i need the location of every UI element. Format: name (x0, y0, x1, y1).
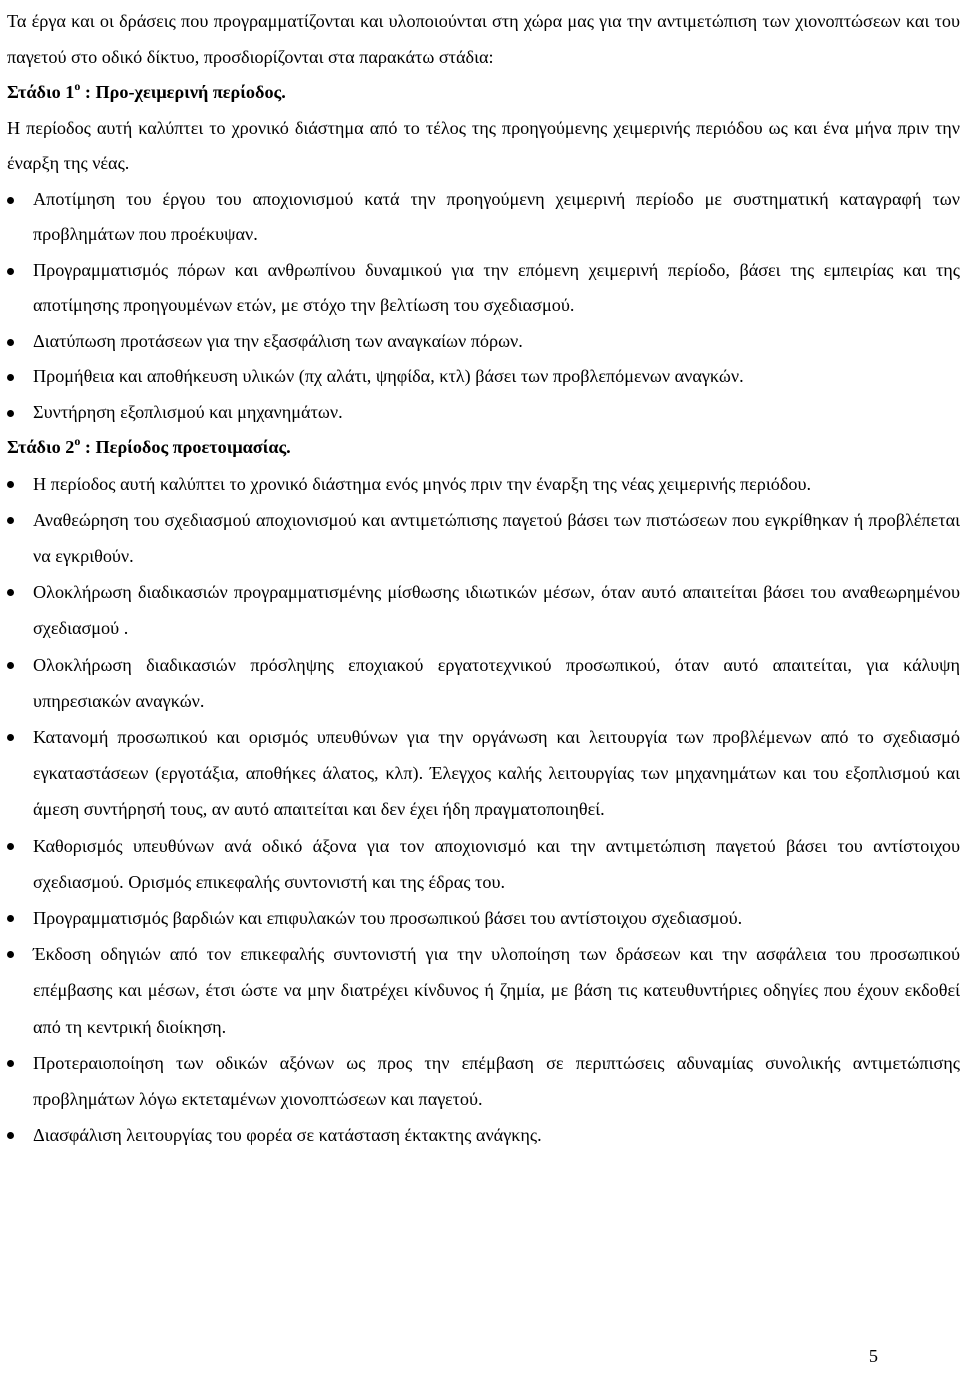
page-number: 5 (868, 1346, 878, 1366)
list-item (7, 502, 960, 574)
bullet-icon (7, 951, 14, 958)
bullet-icon (7, 843, 14, 850)
document-page (7, 0, 960, 1153)
list-item-text: Ολοκλήρωση διαδικασιών πρόσληψης εποχιακού εργατοτεχνικού προσωπικού, όταν αυτό απαιτείται, για κάλυψη υπηρεσιακών αναγκών. (33, 654, 960, 711)
stage2-heading (7, 430, 960, 466)
stage2-list (7, 466, 960, 1154)
bullet-icon (7, 268, 14, 275)
list-item (7, 574, 960, 646)
stage2-prefix: Στάδιο 2 (7, 437, 75, 457)
list-item (7, 253, 960, 324)
list-item-text: Αποτίμηση του έργου του αποχιονισμού κατά την προηγούμενη χειμερινή περίοδο με συστηματική καταγραφή των προβλημάτων που προέκυψαν. (33, 188, 960, 244)
bullet-icon (7, 481, 14, 488)
list-item (7, 1045, 960, 1117)
stage1-list (7, 182, 960, 431)
list-item (7, 182, 960, 253)
list-item-text: Προγραμματισμός πόρων και ανθρωπίνου δυναμικού για την επόμενη χειμερινή περίοδο, βάσει της εμπειρίας και της αποτίμησης προηγουμένων ετών, με στόχο την βελτίωση του σχεδιασμού. (33, 259, 960, 315)
list-item-text: Προμήθεια και αποθήκευση υλικών (πχ αλάτι, ψηφίδα, κτλ) βάσει των προβλεπόμενων αναγκών. (33, 366, 744, 386)
bullet-icon (7, 1060, 14, 1067)
list-item (7, 1117, 960, 1153)
stage1-title: : Προ-χειμερινή περίοδος. (80, 82, 286, 102)
list-item-text: Καθορισμός υπευθύνων ανά οδικό άξονα για τον αποχιονισμό και την αντιμετώπιση παγετού βάσει του αντίστοιχου σχεδιασμού. Ορισμός επικεφαλής συντονιστή και της έδρας του. (33, 835, 960, 892)
list-item-text: Προτεραιοποίηση των οδικών αξόνων ως προς την επέμβαση σε περιπτώσεις αδυναμίας συνολικής αντιμετώπισης προβλημάτων λόγω εκτεταμένων χιονοπτώσεων και παγετού. (33, 1052, 960, 1109)
list-item (7, 324, 960, 360)
bullet-icon (7, 197, 14, 204)
bullet-icon (7, 734, 14, 741)
list-item-text: Ολοκλήρωση διαδικασιών προγραμματισμένης μίσθωσης ιδιωτικών μέσων, όταν αυτό απαιτείται βάσει του αναθεωρημένου σχεδιασμού . (33, 582, 960, 639)
list-item-text: Προγραμματισμός βαρδιών και επιφυλακών του προσωπικού βάσει του αντίστοιχου σχεδιασμού. (33, 907, 743, 928)
stage2-sup: ο (74, 433, 81, 448)
list-item (7, 359, 960, 395)
bullet-icon (7, 339, 14, 346)
bullet-icon (7, 915, 14, 922)
bullet-icon (7, 517, 14, 524)
list-item (7, 936, 960, 1045)
list-item-text: Διατύπωση προτάσεων για την εξασφάλιση των αναγκαίων πόρων. (33, 330, 523, 351)
bullet-icon (7, 589, 14, 596)
list-item-text: Κατανομή προσωπικού και ορισμός υπευθύνων για την οργάνωση και λειτουργία των προβλέμενων από το σχεδιασμό εγκαταστάσεων (εργοτάξια, αποθήκες άλατος, κλπ). Έλεγχος καλής λειτουργίας των μηχανημάτων και του εξοπλισμού και άμεση συντήρησή τους, αν αυτό απαιτείται και δεν έχει ήδη πραγματοποιηθεί. (33, 726, 960, 820)
list-item-text: Διασφάλιση λειτουργίας του φορέα σε κατάσταση έκτακτης ανάγκης. (33, 1125, 542, 1146)
list-item-text: Η περίοδος αυτή καλύπτει το χρονικό διάστημα ενός μηνός πριν την έναρξη της νέας χειμερινής περιόδου. (33, 473, 812, 494)
list-item (7, 900, 960, 936)
list-item (7, 828, 960, 900)
stage1-description: Η περίοδος αυτή καλύπτει το χρονικό διάστημα από το τέλος της προηγούμενης χειμερινής περιόδου ως και ένα μήνα πριν την έναρξη της νέας. (7, 117, 960, 173)
list-item (7, 395, 960, 431)
bullet-icon (7, 1132, 14, 1139)
intro-paragraph: Τα έργα και οι δράσεις που προγραμματίζονται και υλοποιούνται στη χώρα μας για την αντιμετώπιση των χιονοπτώσεων και του παγετού στο οδικό δίκτυο, προσδιορίζονται στα παρακάτω στάδια: (7, 11, 960, 67)
stage1-prefix: Στάδιο 1 (7, 82, 75, 102)
bullet-icon (7, 410, 14, 417)
stage1-sup: ο (74, 78, 81, 93)
bullet-icon (7, 662, 14, 669)
stage1-heading (7, 75, 960, 111)
stage2-title: : Περίοδος προετοιμασίας. (80, 437, 291, 457)
list-item (7, 647, 960, 719)
list-item (7, 719, 960, 828)
list-item-text: Έκδοση οδηγιών από τον επικεφαλής συντονιστή για την υλοποίηση των δράσεων και την ασφάλεια του προσωπικού επέμβασης και μέσων, έτσι ώστε να μην διατρέχει κίνδυνος ή ζημία, με βάση τις κατευθυντήριες οδηγίες που έχουν εκδοθεί από τη κεντρική διοίκηση. (33, 944, 960, 1037)
list-item-text: Αναθεώρηση του σχεδιασμού αποχιονισμού και αντιμετώπισης παγετού βάσει των πιστώσεων που εγκρίθηκαν ή προβλέπεται να εγκριθούν. (33, 509, 960, 566)
list-item (7, 466, 960, 502)
bullet-icon (7, 374, 14, 381)
list-item-text: Συντήρηση εξοπλισμού και μηχανημάτων. (33, 401, 343, 422)
